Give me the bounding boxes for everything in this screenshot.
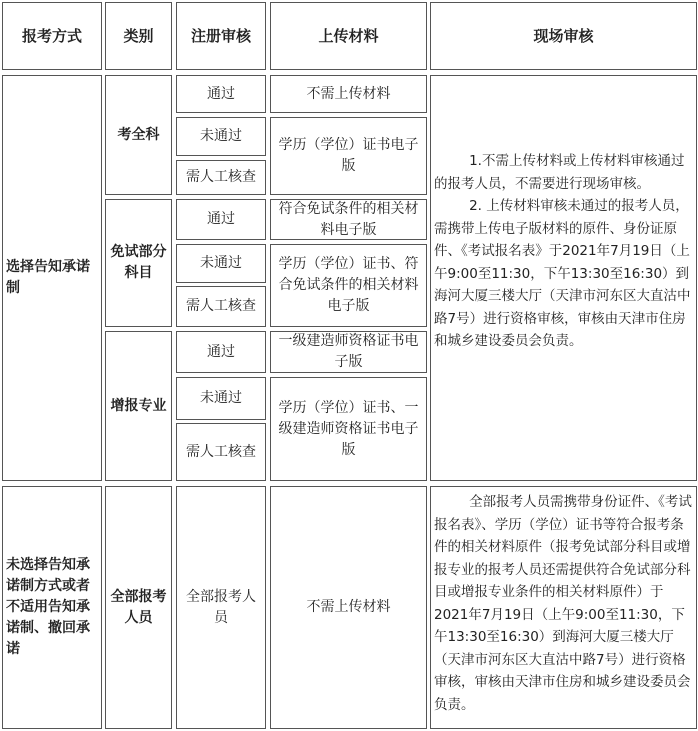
registration-cell: 需人工核查 bbox=[176, 286, 266, 327]
materials-cell: 一级建造师资格证书电子版 bbox=[270, 331, 427, 373]
materials-cell: 学历（学位）证书、符合免试条件的相关材料电子版 bbox=[270, 244, 427, 327]
category-cell: 增报专业 bbox=[105, 331, 172, 481]
category-cell: 免试部分科目 bbox=[105, 199, 172, 327]
registration-cell: 未通过 bbox=[176, 377, 266, 420]
registration-cell: 通过 bbox=[176, 75, 266, 113]
registration-cell: 未通过 bbox=[176, 117, 266, 156]
onsite-cell bbox=[430, 486, 697, 729]
onsite-paragraph: 全部报考人员需携带身份证件、《考试报名表》、学历（学位）证书等符合报考条件的相关材料原件（报考免试部分科目或增报专业的报考人员还需提供符合免试部分科目或增报专业条件的相关材料原件）于2021年7月19日（上午9:00至11:30，下午13:30至16:30）到海河大厦三楼大厅（天津市河东区大直沽中路7号）进行资格审核，审核由天津市住房和城乡建设委员会负责。 bbox=[434, 494, 692, 713]
registration-cell: 通过 bbox=[176, 331, 266, 373]
onsite-paragraph: 1.不需上传材料或上传材料审核通过的报考人员，不需要进行现场审核。 bbox=[434, 153, 685, 192]
registration-cell: 未通过 bbox=[176, 244, 266, 283]
materials-cell: 学历（学位）证书电子版 bbox=[270, 117, 427, 195]
registration-cell: 全部报考人员 bbox=[176, 486, 266, 729]
header-category: 类别 bbox=[105, 2, 172, 70]
materials-cell: 不需上传材料 bbox=[270, 486, 427, 729]
registration-cell: 通过 bbox=[176, 199, 266, 240]
materials-cell: 学历（学位）证书、一级建造师资格证书电子版 bbox=[270, 377, 427, 481]
materials-cell: 符合免试条件的相关材料电子版 bbox=[270, 199, 427, 240]
header-method: 报考方式 bbox=[2, 2, 102, 70]
method-cell: 未选择告知承诺制方式或者不适用告知承诺制、撤回承诺 bbox=[2, 486, 102, 729]
materials-cell: 不需上传材料 bbox=[270, 75, 427, 113]
onsite-cell bbox=[430, 75, 697, 481]
onsite-paragraph: 2. 上传材料审核未通过的报考人员，需携带上传电子版材料的原件、身份证原件、《考试报名表》于2021年7月19日（上午9:00至11:30，下午13:30至16:30）到海河大厦三楼大厅（天津市河东区大直沽中路7号）进行资格审核，审核由天津市住房和城乡建设委员会负责。 bbox=[434, 198, 691, 349]
method-cell: 选择告知承诺制 bbox=[2, 75, 102, 481]
category-cell: 全部报考人员 bbox=[105, 486, 172, 729]
category-cell: 考全科 bbox=[105, 75, 172, 195]
header-onsite: 现场审核 bbox=[430, 2, 697, 70]
header-registration: 注册审核 bbox=[176, 2, 266, 70]
registration-cell: 需人工核查 bbox=[176, 160, 266, 195]
registration-cell: 需人工核查 bbox=[176, 423, 266, 481]
header-materials: 上传材料 bbox=[270, 2, 427, 70]
